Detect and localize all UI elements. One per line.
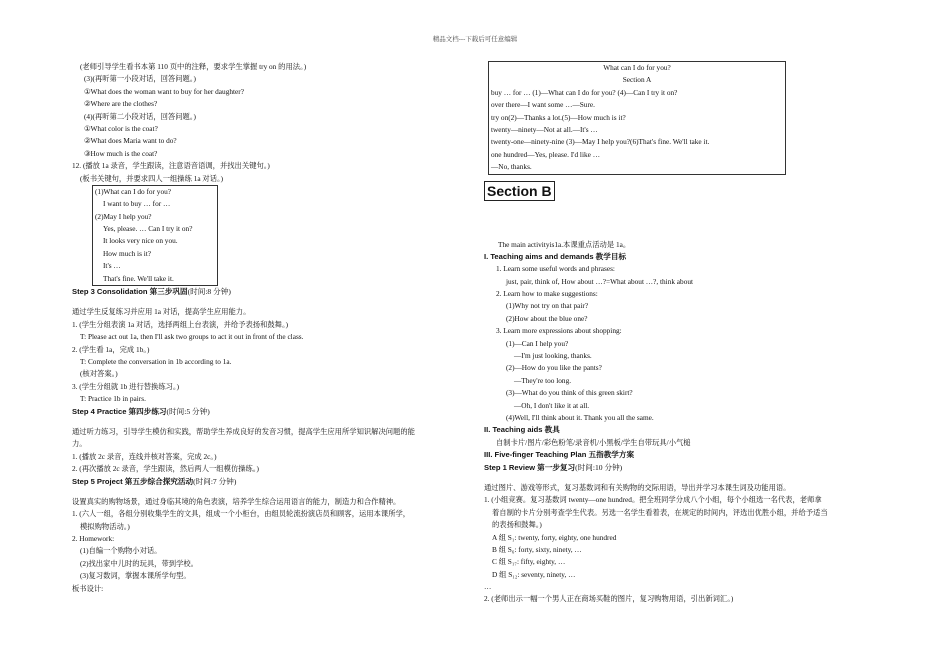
- text-line: D 组 S₁₂: seventy, ninety, …: [492, 569, 576, 579]
- text-line: T: Complete the conversation in 1b according to 1a.: [80, 356, 232, 366]
- text-line: 3. Learn more expressions about shopping:: [496, 326, 622, 336]
- text-line: 2. Learn how to make suggestions:: [496, 289, 598, 299]
- text-line: 着自制的卡片分别考查学生代表。另选一名学生看着表，在规定的时间内，评选出优胜小组，并给予适当: [492, 507, 828, 517]
- text-line: ②What does Maria want to do?: [84, 136, 177, 146]
- section-b-title: Section B: [484, 181, 555, 201]
- text-line: …: [484, 582, 492, 592]
- text-line: (老师引导学生看书本第 110 页中的注释，要求学生掌握 try on 的用法。): [80, 62, 307, 71]
- text-line: 的表扬和鼓舞。): [492, 520, 542, 530]
- text-line: (2)—How do you like the pants?: [506, 363, 602, 373]
- text-line: 1. (六人一组，各组分别收集学生的文具，组成一个小柜台，由组员轮流扮演店员和顾客，运用本课所学，: [72, 509, 411, 519]
- text-line: 自制卡片/图片/彩色粉笔/录音机/小黑板/学生自带玩具/小气槌: [496, 437, 691, 447]
- text-line: (4)(再听第二小段对话，回答问题。): [84, 111, 196, 121]
- text-line: (1)—Can I help you?: [506, 338, 569, 348]
- text-line: (板书关键句，并要求四人一组操练 1a 对话。): [80, 173, 224, 183]
- text-line: 1. (学生分组表演 1a 对话，选择两组上台表演，并给予表扬和鼓舞。): [72, 319, 289, 329]
- text-line: ①What color is the coat?: [84, 123, 158, 133]
- text-line: ③How much is the coat?: [84, 148, 158, 158]
- box-line: How much is it?: [103, 248, 152, 258]
- text-line: A 组 S₁: twenty, forty, eighty, one hundred: [492, 532, 617, 542]
- text-line: (2)找出家中儿时的玩具，带到学校。: [80, 558, 198, 568]
- left-column: [72, 61, 462, 595]
- teaching-aids-heading: II. Teaching aids 教具: [484, 425, 560, 435]
- box-line: twenty—ninety—Not at all.—It's …: [491, 124, 598, 134]
- box-line: It's …: [103, 261, 121, 271]
- text-line: 通过图片、游戏等形式，复习基数词和有关购物的交际用语，导出并学习本课生词及功能用语。: [484, 482, 791, 492]
- text-line: (核对答案。): [80, 369, 118, 379]
- text-line: 1. (小组竞赛。复习基数词 twenty—one hundred。把全班同学分成八个小组，每个小组选一名代表，老师拿: [484, 495, 822, 505]
- right-column: [484, 61, 884, 606]
- step4-heading: Step 4 Practice 第四步练习(时间:5 分钟): [72, 406, 210, 416]
- text-line: T: Practice 1b in pairs.: [80, 394, 146, 404]
- text-line: (1)自编一个购物小对话。: [80, 546, 162, 556]
- box-line: —No, thanks.: [491, 162, 532, 172]
- text-line: 1. (播放 2c 录音，连线并核对答案，完成 2c。): [72, 451, 217, 461]
- box-line: (1)What can I do for you?: [95, 186, 171, 196]
- box-line: one hundred—Yes, please. I'd like …: [491, 149, 600, 159]
- text-line: 设置真实的购物场景，通过身临其境的角色表演，培养学生综合运用语言的能力，制造力和合作精神。: [72, 496, 401, 506]
- box-line: try on(2)—Thanks a lot.(5)—How much is it?: [491, 112, 626, 122]
- teaching-plan-heading: III. Five-finger Teaching Plan 五指教学方案: [484, 450, 635, 460]
- text-line: just, pair, think of, How about …?=What about …?, think about: [506, 276, 694, 286]
- text-line: 板书设计:: [72, 583, 104, 593]
- text-line: B 组 S₆: forty, sixty, ninety, …: [492, 544, 582, 554]
- text-line: 2. (学生看 1a，完成 1b。): [72, 344, 150, 354]
- text-line: (1)Why not try on that pair?: [506, 301, 589, 311]
- box-line: over there—I want some …—Sure.: [491, 100, 595, 110]
- text-line: 2. Homework:: [72, 534, 115, 544]
- box-line: buy … for … (1)—What can I do for you? (4)—Can I try it on?: [491, 87, 678, 97]
- box-line: That's fine. We'll take it.: [103, 273, 174, 283]
- page-header: 精品文档---下载后可任意编辑: [432, 36, 518, 43]
- text-line: —They're too long.: [514, 375, 572, 385]
- text-line: —Oh, I don't like it at all.: [514, 400, 590, 410]
- text-line: (4)Well, I'll think about it. Thank you all the same.: [506, 412, 654, 422]
- text-line: (3)(再听第一小段对话，回答问题。): [84, 74, 196, 84]
- box-subtitle: Section A: [622, 75, 652, 85]
- teaching-aims-heading: I. Teaching aims and demands 教学目标: [484, 251, 627, 261]
- text-line: (3)—What do you think of this green skirt?: [506, 388, 633, 398]
- text-line: The main activityis1a.本课重点活动是 1a。: [498, 239, 631, 249]
- text-line: 2. (再次播放 2c 录音，学生跟读，然后两人一组模仿操练。): [72, 464, 259, 474]
- text-line: 通过学生反复练习并应用 1a 对话，提高学生应用能力。: [72, 307, 251, 317]
- key-sentences-box: [92, 185, 218, 286]
- text-line: T: Please act out 1a, then I'll ask two groups to act it out in front of the class.: [80, 332, 304, 342]
- box-line: Yes, please. … Can I try it on?: [103, 224, 193, 234]
- text-line: 力。: [72, 439, 87, 449]
- box-title: What can I do for you?: [603, 63, 671, 72]
- box-line: It looks very nice on you.: [103, 236, 178, 246]
- text-line: —I'm just looking, thanks.: [514, 351, 592, 361]
- box-line: I want to buy … for …: [103, 199, 171, 209]
- step3-heading: Step 3 Consolidation 第三步巩固(时间:8 分钟): [72, 287, 231, 297]
- step1-heading: Step 1 Review 第一步复习(时间:10 分钟): [484, 462, 623, 472]
- text-line: ②Where are the clothes?: [84, 99, 158, 109]
- text-line: (3)复习数词，掌握本课所学句型。: [80, 571, 191, 581]
- text-line: 模拟购物活动。): [80, 521, 130, 531]
- text-line: 2. (老师出示一幅一个男人正在商场买鞋的图片，复习购物用语，引出新词汇。): [484, 594, 734, 604]
- blackboard-design-box: [488, 61, 786, 175]
- text-line: C 组 S₁₇: fifty, eighty, …: [492, 557, 566, 567]
- text-line: ①What does the woman want to buy for her daughter?: [84, 86, 244, 96]
- step5-heading: Step 5 Project 第五步综合探究活动(时间:7 分钟): [72, 476, 237, 486]
- text-line: 3. (学生分组就 1b 进行替换练习。): [72, 381, 180, 391]
- text-line: 12. (播放 1a 录音，学生跟读，注意语音语调，并找出关键句。): [72, 161, 270, 171]
- box-line: twenty-one—ninety-nine (3)—May I help you?(6)That's fine. We'll take it.: [491, 137, 710, 147]
- text-line: 1. Learn some useful words and phrases:: [496, 264, 615, 274]
- text-line: (2)How about the blue one?: [506, 313, 588, 323]
- text-line: 通过听力练习，引导学生模仿和实践，帮助学生养成良好的发音习惯，提高学生应用所学知识解决问题的能: [72, 426, 415, 436]
- box-line: (2)May I help you?: [95, 211, 152, 221]
